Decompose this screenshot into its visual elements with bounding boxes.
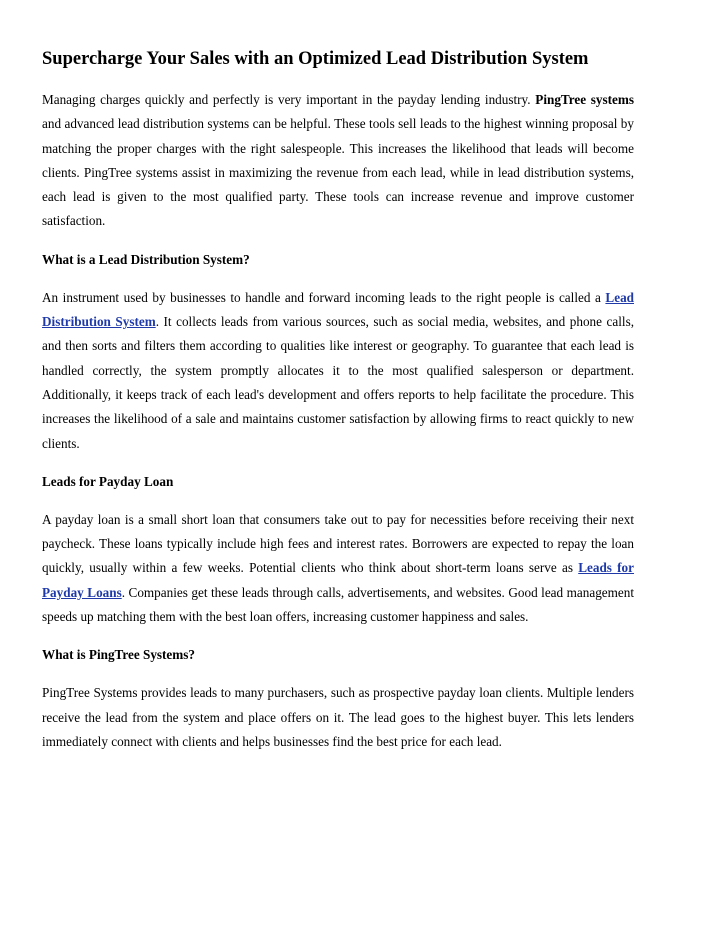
- document-page: [42, 0, 634, 754]
- page-title: Supercharge Your Sales with an Optimized Lead Distribution System: [42, 49, 589, 69]
- intro-text-end: and advanced lead distribution systems can be helpful. These tools sell leads to the highest winning proposal by matching the proper charges with the right salespeople. This increases the likelihood that leads will become clients. PingTree systems assist in maximizing the revenue from each lead, while in lead distribution systems, each lead is given to the most qualified party. These tools can increase revenue and improve customer satisfaction.: [42, 116, 634, 229]
- payday-leads-paragraph: [42, 508, 634, 629]
- intro-text-start: Managing charges quickly and perfectly is very important in the payday lending industry.: [42, 92, 536, 107]
- lead-distribution-system-link[interactable]: Lead Distribution System: [42, 289, 634, 330]
- leads-for-payday-loans-link[interactable]: Leads for Payday Loans: [42, 560, 634, 600]
- section-heading-pingtree: What is PingTree Systems?: [42, 647, 195, 663]
- payday-leads-text-start: A payday loan is a small short loan that consumers take out to pay for necessities before receiving their next paycheck. These loans typically include high fees and interest rates. Borrowers are expected to repay the loan quickly, usually within a few weeks. Potential clients who think about short-term loans serve as: [42, 511, 634, 576]
- lead-distribution-paragraph: [42, 286, 634, 456]
- section-heading-lead-distribution: What is a Lead Distribution System?: [42, 251, 250, 267]
- intro-bold-term: PingTree systems: [535, 92, 634, 107]
- lead-distribution-text-start: An instrument used by businesses to handle and forward incoming leads to the right people is called a: [42, 289, 606, 305]
- pingtree-paragraph: PingTree Systems provides leads to many purchasers, such as prospective payday loan clients. Multiple lenders receive the lead from the system and place offers on it. The lead goes to the highest buyer. This lets lenders immediately connect with clients and helps businesses find the best price for each lead.: [42, 685, 634, 749]
- lead-distribution-text-end: . It collects leads from various sources, such as social media, websites, and phone calls, and then sorts and filters them according to qualities like interest or geography. To guarantee that each lead is handled correctly, the system promptly allocates it to the most qualified salesperson or department. Additionally, it keeps track of each lead's development and offers reports to help facilitate the procedure. This increases the likelihood of a sale and maintains customer satisfaction by allowing firms to react quickly to new clients.: [42, 314, 634, 451]
- payday-leads-text-end: . Companies get these leads through calls, advertisements, and websites. Good lead management speeds up matching them with the best loan offers, increasing customer happiness and sales.: [42, 584, 635, 625]
- section-heading-payday-leads: Leads for Payday Loan: [42, 473, 174, 489]
- intro-paragraph: [42, 88, 634, 234]
